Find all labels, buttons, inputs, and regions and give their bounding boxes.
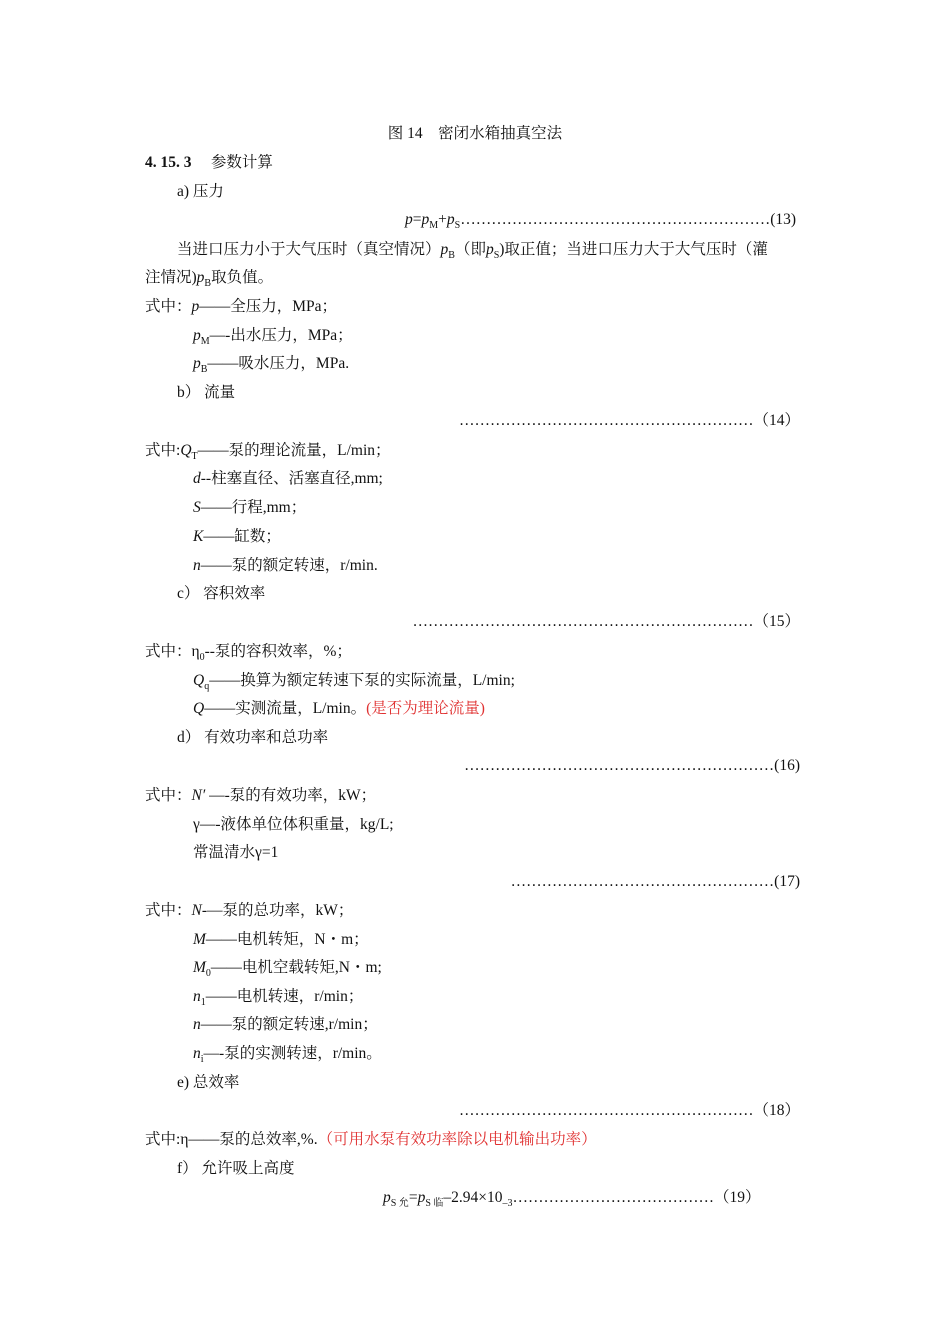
symbol-ps: p	[485, 241, 494, 258]
formula-16	[464, 756, 800, 776]
subscript-s-crit: S 临	[425, 1198, 444, 1209]
annotation-note: (是否为理论流量)	[366, 700, 485, 717]
prefix: 式中:	[145, 1131, 181, 1148]
definition-eta0	[145, 642, 352, 662]
definition-d	[193, 469, 383, 489]
definition-n	[193, 556, 378, 576]
text: ——行程,mm；	[200, 499, 307, 516]
equation-number: （19）	[714, 1189, 761, 1206]
text: ——电机转矩，N・m；	[205, 931, 369, 948]
text: 取负值。	[211, 269, 274, 286]
leader-dots: …………………………………………………	[458, 1102, 754, 1119]
text: —-出水压力，MPa；	[209, 327, 353, 344]
formula-14	[459, 411, 800, 431]
text: —-液体单位体积重量，kg/L;	[199, 816, 394, 833]
definition-gamma	[193, 815, 394, 835]
text: ——缸数；	[203, 528, 281, 545]
symbol-p: p	[383, 1189, 391, 1206]
text: ——泵的额定转速,r/min；	[200, 1016, 378, 1033]
symbol: N	[191, 902, 202, 919]
subscript: T	[191, 451, 198, 462]
prefix: 式中：	[145, 298, 192, 315]
subscript: M	[200, 336, 210, 347]
text: ——泵的理论流量，L/min；	[197, 442, 391, 459]
definition-k	[193, 527, 281, 547]
exponent: –3	[502, 1198, 513, 1209]
symbol: p	[193, 355, 201, 372]
formula-13	[405, 210, 796, 230]
formula-19	[383, 1188, 761, 1208]
definition-eta	[145, 1130, 597, 1150]
leader-dots: …………………………………………………	[458, 412, 754, 429]
formula-17	[511, 872, 800, 892]
symbol: n	[193, 988, 201, 1005]
heading-a: a) 压力	[177, 183, 224, 200]
text: —-泵的实测转速，r/min。	[203, 1045, 382, 1062]
leader-dots: ……………………………………………	[510, 873, 775, 890]
equation-number: （18）	[753, 1102, 800, 1119]
symbol-ps: p	[446, 211, 455, 228]
definition-pb	[193, 354, 349, 374]
leader-dots: ……………………………………………………	[460, 211, 771, 228]
subscript-m: M	[429, 220, 439, 231]
equation-number: (16)	[774, 757, 800, 774]
plus: +	[438, 211, 447, 228]
text: --泵的容积效率，%；	[204, 643, 352, 660]
symbol: N′	[191, 787, 206, 804]
equals: =	[412, 211, 422, 228]
prefix: 式中：	[145, 902, 192, 919]
heading-c: c） 容积效率	[177, 585, 266, 602]
heading-d: d） 有效功率和总功率	[177, 729, 329, 746]
text: ——电机转速，r/min；	[205, 988, 364, 1005]
equation-number: (13)	[770, 211, 797, 228]
definition-m0	[193, 958, 382, 978]
paragraph-line-2	[145, 268, 273, 288]
leader-dots: ……………………………………………………	[464, 757, 775, 774]
note-gamma: 常温清水γ=1	[193, 844, 279, 861]
symbol: M	[193, 931, 206, 948]
symbol-p: p	[405, 211, 413, 228]
definition-qt	[145, 441, 391, 461]
symbol: γ	[193, 816, 200, 833]
definition-p	[145, 297, 337, 317]
symbol: K	[193, 528, 204, 545]
prefix: 式中：	[145, 787, 192, 804]
leader-dots: …………………………………	[512, 1189, 714, 1206]
text: --柱塞直径、活塞直径,mm;	[200, 470, 383, 487]
symbol: S	[193, 499, 201, 516]
equation-number: (17)	[774, 873, 800, 890]
symbol-pm: p	[421, 211, 430, 228]
definition-n-prime	[145, 786, 376, 806]
definition-n1	[193, 987, 363, 1007]
definition-n-total	[145, 901, 353, 921]
heading-b: b） 流量	[177, 384, 236, 401]
section-heading	[145, 153, 273, 173]
text: —-泵的有效功率，kW；	[205, 787, 377, 804]
heading-e: e) 总效率	[177, 1074, 240, 1091]
text: 注情况)	[145, 269, 197, 286]
subscript-b: B	[448, 250, 455, 261]
equals: =	[408, 1189, 418, 1206]
subscript: 0	[199, 652, 205, 663]
definition-m	[193, 930, 369, 950]
subscript-s: S	[454, 220, 461, 231]
subscript: 1	[200, 997, 206, 1008]
figure-caption: 图 14 密闭水箱抽真空法	[387, 125, 563, 142]
symbol: n	[193, 1016, 201, 1033]
paragraph-line-1	[177, 240, 768, 260]
text: 当进口压力小于大气压时（真空情况）	[177, 241, 441, 258]
symbol: p	[191, 298, 200, 315]
heading-f: f） 允许吸上高度	[177, 1160, 295, 1177]
symbol-pb: p	[196, 269, 205, 286]
formula-15	[412, 612, 800, 632]
symbol: n	[193, 557, 201, 574]
prefix: 式中：	[145, 643, 192, 660]
subscript-s-allow: S 允	[390, 1198, 409, 1209]
symbol: η	[191, 643, 200, 660]
symbol: η	[180, 1131, 189, 1148]
subscript: 0	[205, 968, 211, 979]
symbol: Q	[193, 672, 205, 689]
subscript: i	[200, 1054, 204, 1065]
text: ——泵的额定转速，r/min.	[200, 557, 378, 574]
symbol: n	[193, 1045, 201, 1062]
symbol: M	[193, 959, 206, 976]
equation-number: （14）	[753, 412, 800, 429]
symbol: d	[193, 470, 201, 487]
annotation-note: （可用水泵有效功率除以电机输出功率）	[317, 1131, 597, 1148]
constant: –2.94×10	[443, 1189, 503, 1206]
definition-q	[193, 699, 485, 719]
subscript: q	[204, 681, 210, 692]
definition-s	[193, 498, 306, 518]
leader-dots: …………………………………………………………	[412, 613, 754, 630]
definition-pm	[193, 326, 353, 346]
symbol: p	[193, 327, 201, 344]
subscript-s: S	[493, 250, 500, 261]
symbol-p: p	[417, 1189, 426, 1206]
text: ——实测流量，L/min。	[204, 700, 367, 717]
subscript: B	[200, 364, 208, 375]
subscript-b: B	[204, 278, 212, 289]
definition-n-rated	[193, 1015, 378, 1035]
text: ——换算为额定转速下泵的实际流量，L/min;	[209, 672, 515, 689]
text: -—泵的总功率，kW；	[201, 902, 354, 919]
symbol: Q	[193, 700, 205, 717]
text: ——电机空载转矩,N・m;	[210, 959, 382, 976]
prefix: 式中:	[145, 442, 181, 459]
equation-number: （15）	[753, 613, 800, 630]
section-title: 参数计算	[210, 154, 273, 171]
symbol: Q	[180, 442, 192, 459]
text: )取正值；当进口压力大于大气压时（灌	[499, 241, 768, 258]
text: ——泵的总效率,%.	[188, 1131, 318, 1148]
text: ——吸水压力，MPa.	[207, 355, 350, 372]
formula-18	[459, 1101, 800, 1121]
definition-ni	[193, 1044, 382, 1064]
definition-qq	[193, 671, 515, 691]
text: （即	[454, 241, 486, 258]
symbol-pb: p	[440, 241, 449, 258]
section-number: 4. 15. 3	[145, 154, 192, 171]
text: ——全压力，MPa；	[199, 298, 338, 315]
